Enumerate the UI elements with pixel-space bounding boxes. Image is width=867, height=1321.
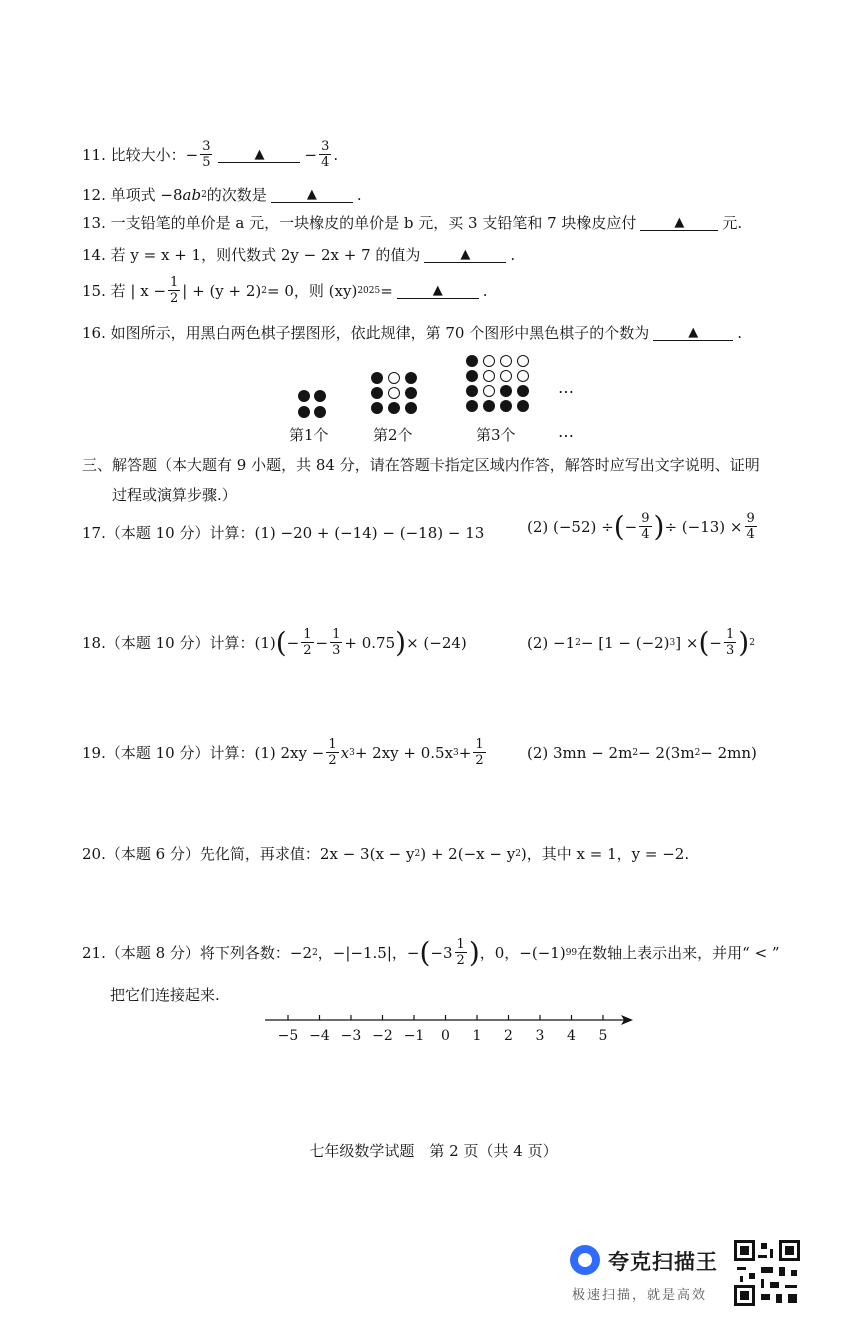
q19-frac-2: $\frac{1}{2}$ bbox=[475, 737, 484, 768]
question-19-part1: 19.（本题 10 分）计算： (1) 2xy − $\frac{1}{2}$ x 3 + 2xy + 0.5x 3 + $\frac{1}{2}$ bbox=[82, 737, 484, 768]
question-16 bbox=[82, 322, 742, 343]
number-line-tick-label: −2 bbox=[372, 1028, 393, 1044]
q12-var: ab bbox=[182, 185, 202, 204]
white-piece bbox=[517, 355, 529, 367]
q11-label: 11. 比较大小： bbox=[82, 146, 186, 164]
brand-logo-icon bbox=[570, 1245, 600, 1275]
q18-label: 18.（本题 10 分）计算： bbox=[82, 634, 255, 652]
q20-text-a: 20.（本题 6 分）先化简，再求值：2x − 3(x − y bbox=[82, 845, 415, 863]
figure-2-label: 第2个 bbox=[373, 426, 413, 444]
q18-p2-paren-close: ) bbox=[738, 625, 750, 659]
number-line-tick-label: 5 bbox=[598, 1028, 608, 1044]
q18-p1-end: × (−24) bbox=[406, 633, 467, 652]
page-footer: 七年级数学试题 第 2 页（共 4 页） bbox=[309, 1142, 558, 1160]
q18-p2-paren-open: ( bbox=[698, 625, 710, 659]
black-piece bbox=[298, 406, 310, 418]
number-line-tick-label: 0 bbox=[441, 1028, 450, 1044]
black-piece bbox=[466, 370, 478, 382]
q19-p1-a: (1) 2xy − bbox=[254, 743, 325, 762]
q17-p2-pre: (2) (−52) ÷ bbox=[527, 517, 614, 536]
q11-frac-b: $\frac{3}{4}$ bbox=[321, 139, 330, 170]
q12-text: 的次数是 bbox=[206, 186, 267, 204]
brand-slogan: 极速扫描，就是高效 bbox=[572, 1288, 708, 1303]
q12-label: 12. 单项式 −8 bbox=[82, 186, 183, 204]
question-17-part1 bbox=[82, 522, 484, 543]
figure-3-pattern bbox=[466, 355, 529, 412]
q21-mixed-whole: −3 bbox=[430, 943, 453, 962]
black-piece bbox=[517, 385, 529, 397]
q11-sign-a: − bbox=[185, 145, 199, 164]
black-piece bbox=[298, 390, 310, 402]
q18-p1-tail: + 0.75 bbox=[344, 633, 396, 652]
figure-2-pattern bbox=[371, 372, 417, 414]
black-piece bbox=[500, 400, 512, 412]
qr-code-icon bbox=[734, 1240, 800, 1306]
q15-pre: 15. 若 | x − bbox=[82, 282, 167, 300]
number-line-tick-label: −1 bbox=[403, 1028, 425, 1044]
number-line-tick-label: 3 bbox=[535, 1028, 545, 1044]
black-piece bbox=[371, 372, 383, 384]
white-piece bbox=[500, 355, 512, 367]
q17-frac-1: $\frac{9}{4}$ bbox=[641, 511, 650, 542]
number-line-tick-label: −5 bbox=[277, 1028, 299, 1044]
brand-name: 夸克扫描王 bbox=[608, 1250, 718, 1274]
q21-text-d: 在数轴上表示出来，并用“ < ” bbox=[577, 944, 780, 962]
q18-paren-open: ( bbox=[275, 625, 287, 659]
q15-mid: | + (y + 2) bbox=[182, 281, 262, 300]
q20-text-b: ) + 2(−x − y bbox=[420, 844, 516, 863]
q19-p2-b: − 2(3m bbox=[638, 744, 695, 762]
q18-minus: − bbox=[286, 633, 300, 652]
q17-p2-mid: ÷ (−13) × bbox=[664, 517, 743, 536]
section-3-title: 三、解答题（本大题有 9 小题，共 84 分，请在答题卡指定区域内作答，解答时应写出文字说明、证明 bbox=[82, 456, 760, 474]
q11-sign-b: − bbox=[304, 145, 318, 164]
q17-paren-close: ) bbox=[653, 509, 665, 543]
black-piece bbox=[405, 387, 417, 399]
q21-paren-close: ) bbox=[468, 935, 480, 969]
q11-answer-blank[interactable]: ▲ bbox=[218, 146, 300, 163]
q19-p1-d: + bbox=[458, 743, 472, 762]
q13-answer-blank[interactable]: ▲ bbox=[640, 214, 718, 231]
q21-line2: 把它们连接起来. bbox=[110, 986, 220, 1004]
black-piece bbox=[388, 402, 400, 414]
white-piece bbox=[388, 387, 400, 399]
q19-frac-1: $\frac{1}{2}$ bbox=[328, 737, 337, 768]
q16-answer-blank[interactable]: ▲ bbox=[653, 324, 733, 341]
figure-ellipsis-top: … bbox=[558, 378, 574, 397]
black-piece bbox=[466, 355, 478, 367]
q21-paren-open: ( bbox=[419, 935, 431, 969]
q14-end: . bbox=[510, 245, 516, 264]
section-3-title-cont: 过程或演算步骤.） bbox=[112, 486, 237, 504]
black-piece bbox=[466, 400, 478, 412]
q19-p2-a: (2) 3mn − 2m bbox=[527, 744, 633, 762]
question-12: 12. 单项式 −8 ab 2 的次数是 ▲ . bbox=[82, 185, 362, 204]
q15-answer-blank[interactable]: ▲ bbox=[397, 282, 479, 299]
question-18-part1 bbox=[82, 625, 467, 659]
black-piece bbox=[405, 372, 417, 384]
q21-frac: $\frac{1}{2}$ bbox=[456, 937, 465, 968]
question-20: 20.（本题 6 分）先化简，再求值：2x − 3(x − y 2 ) + 2(−x − y 2 )，其中 x = 1，y = −2. bbox=[82, 844, 690, 863]
figure-3-label: 第3个 bbox=[476, 426, 516, 444]
q18-p2-mid2: ] × bbox=[675, 633, 699, 652]
black-piece bbox=[371, 402, 383, 414]
q14-answer-blank[interactable]: ▲ bbox=[424, 246, 506, 263]
q11-end: . bbox=[333, 145, 339, 164]
white-piece bbox=[483, 385, 495, 397]
black-piece bbox=[466, 385, 478, 397]
black-piece bbox=[371, 387, 383, 399]
black-piece bbox=[314, 390, 326, 402]
q17-label: 17.（本题 10 分）计算： bbox=[82, 524, 255, 542]
question-11 bbox=[82, 140, 338, 169]
q19-p2-c: − 2mn) bbox=[700, 744, 757, 762]
q12-end: . bbox=[356, 185, 362, 204]
q18-p1-pre: (1) bbox=[254, 633, 276, 652]
black-piece bbox=[517, 400, 529, 412]
number-line-tick-label: −3 bbox=[340, 1028, 362, 1044]
q21-text-a: 21.（本题 8 分）将下列各数：−2 bbox=[82, 944, 313, 962]
number-line bbox=[263, 1008, 635, 1048]
figure-ellipsis-bottom: … bbox=[558, 422, 574, 441]
figure-1-label: 第1个 bbox=[289, 426, 329, 444]
q13-text: 13. 一支铅笔的单价是 a 元，一块橡皮的单价是 b 元，买 3 支铅笔和 7 块橡皮应付 bbox=[82, 214, 637, 232]
number-line-tick-label: 2 bbox=[504, 1028, 513, 1044]
q13-end: 元. bbox=[722, 214, 743, 232]
black-piece bbox=[405, 402, 417, 414]
q18-paren-close: ) bbox=[395, 625, 407, 659]
q17-expr-1: (1) −20 + (−14) − (−18) − 13 bbox=[254, 523, 485, 542]
question-19-part2: (2) 3mn − 2m 2 − 2(3m 2 − 2mn) bbox=[527, 744, 757, 762]
q15-end: . bbox=[482, 281, 488, 300]
q18-frac-1: $\frac{1}{2}$ bbox=[303, 627, 312, 658]
number-line-tick-label: −4 bbox=[309, 1028, 330, 1044]
brand-watermark bbox=[568, 1240, 808, 1310]
question-17-part2 bbox=[527, 509, 759, 543]
white-piece bbox=[500, 370, 512, 382]
q16-text: 16. 如图所示，用黑白两色棋子摆图形，依此规律，第 70 个图形中黑色棋子的个数为 bbox=[82, 324, 650, 342]
q20-text-c: )，其中 x = 1，y = −2. bbox=[520, 845, 690, 863]
question-14 bbox=[82, 244, 515, 265]
q19-p1-c: + 2xy + 0.5x bbox=[354, 743, 454, 762]
q18-minus-2: − bbox=[315, 633, 329, 652]
q18-p2-frac: $\frac{1}{3}$ bbox=[725, 627, 735, 658]
q15-mid2: = 0，则 (xy) bbox=[267, 282, 358, 300]
question-21: 21.（本题 8 分）将下列各数：−2 2 ，−|−1.5|，− ( −3 $\frac{1}{2}$ ) ，0，−(−1) 99 在数轴上表示出来，并用“ < ” bbox=[82, 935, 780, 969]
white-piece bbox=[483, 370, 495, 382]
q15-frac: $\frac{1}{2}$ bbox=[170, 275, 179, 306]
q18-p2-mid: − [1 − (−2) bbox=[580, 633, 670, 652]
q18-p2-minus: − bbox=[709, 633, 722, 652]
q17-frac-2: $\frac{9}{4}$ bbox=[746, 511, 755, 542]
q11-frac-a: $\frac{3}{5}$ bbox=[202, 139, 211, 170]
q17-minus: − bbox=[624, 517, 638, 536]
number-line-ticks bbox=[278, 1015, 608, 1044]
q12-answer-blank[interactable]: ▲ bbox=[271, 186, 353, 203]
q18-p2-pre: (2) −1 bbox=[527, 633, 576, 652]
question-18-part2: (2) −1 2 − [1 − (−2) 3 ] × ( − $\frac{1}{3}$ ) 2 bbox=[527, 625, 755, 659]
q21-text-c: ，0，−(−1) bbox=[479, 944, 566, 962]
q18-frac-2: $\frac{1}{3}$ bbox=[332, 627, 341, 658]
question-13 bbox=[82, 212, 742, 233]
white-piece bbox=[388, 372, 400, 384]
q19-label: 19.（本题 10 分）计算： bbox=[82, 744, 255, 762]
black-piece bbox=[483, 400, 495, 412]
figure-1-pattern bbox=[298, 390, 326, 418]
white-piece bbox=[517, 370, 529, 382]
number-line-tick-label: 4 bbox=[567, 1028, 576, 1044]
q15-mid3: = bbox=[380, 281, 393, 300]
black-piece bbox=[500, 385, 512, 397]
white-piece bbox=[483, 355, 495, 367]
q21-text-b: ，−|−1.5|，− bbox=[317, 944, 420, 962]
q16-end: . bbox=[737, 323, 743, 342]
q17-paren-open: ( bbox=[613, 509, 625, 543]
question-15: 15. 若 | x − $\frac{1}{2}$ | + (y + 2) 2 = 0，则 (xy) 2025 = ▲ . bbox=[82, 275, 488, 306]
q19-p1-b: x bbox=[340, 743, 350, 762]
black-piece bbox=[314, 406, 326, 418]
q14-text: 14. 若 y = x + 1，则代数式 2y − 2x + 7 的值为 bbox=[82, 246, 421, 264]
number-line-tick-label: 1 bbox=[472, 1028, 482, 1044]
